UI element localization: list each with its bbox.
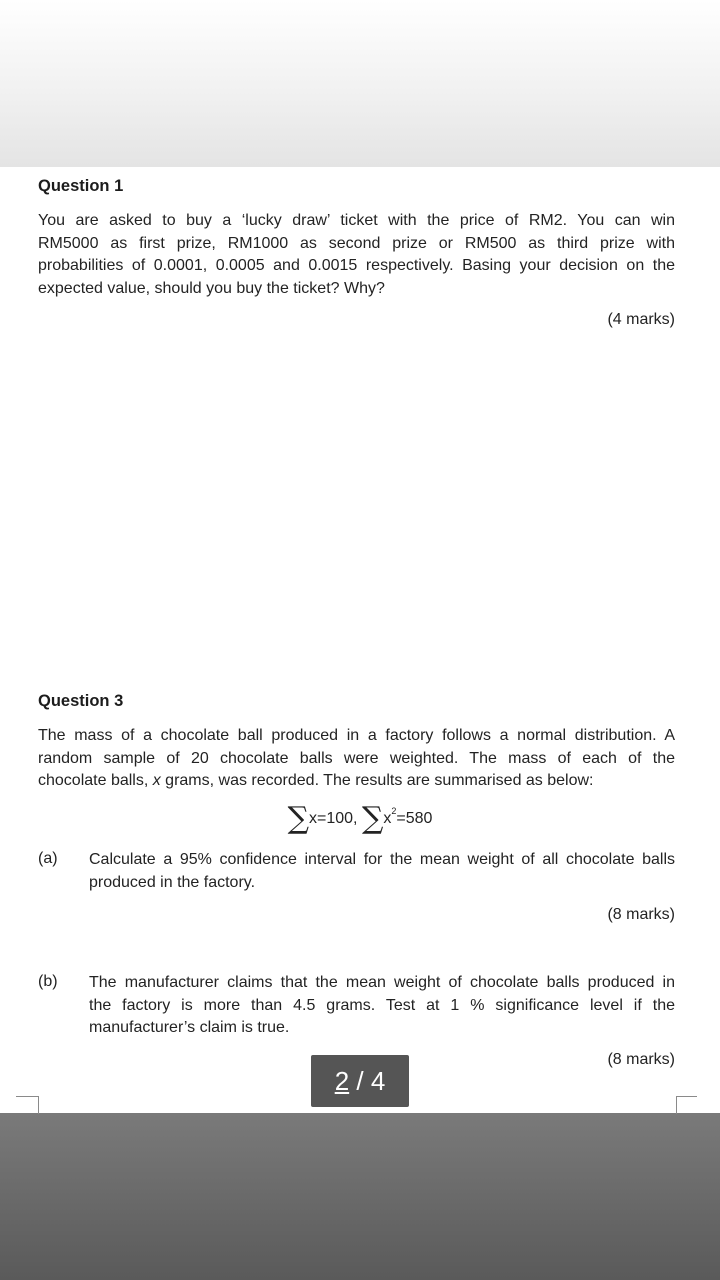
part-b-line: the factory is more than 4.5 grams. Test at 1 % significance level if the xyxy=(89,996,675,1014)
part-b-line: manufacturer’s claim is true. xyxy=(89,1019,290,1036)
question-1-line: You are asked to buy a ‘lucky draw’ ticket with the price of RM2. You can win xyxy=(38,212,675,229)
question-3-title: Question 3 xyxy=(38,692,124,710)
question-3-line: random sample of 20 chocolate balls were weighted. The mass of each of the xyxy=(38,749,675,767)
bottom-viewer-margin xyxy=(0,1113,720,1280)
part-b-marks: (8 marks) xyxy=(607,1051,675,1068)
part-a-label: (a) xyxy=(38,850,58,867)
part-a-marks: (8 marks) xyxy=(607,906,675,923)
question-3-line3-post: grams, was recorded. The results are summarised as below: xyxy=(160,772,594,789)
question-1-line: probabilities of 0.0001, 0.0005 and 0.0015 respectively. Basing your decision on the xyxy=(38,257,675,274)
part-a-line: Calculate a 95% confidence interval for the mean weight of all chocolate balls xyxy=(89,851,675,868)
sum-x2-exponent: 2 xyxy=(391,806,397,816)
question-1-title: Question 1 xyxy=(38,177,124,195)
page-corner-mark-left xyxy=(16,1096,39,1114)
question-3-line3-pre: chocolate balls, xyxy=(38,772,153,789)
sum-x2-base: x xyxy=(383,810,392,827)
question-3-text xyxy=(38,725,675,793)
current-page: 2 xyxy=(334,1066,350,1096)
top-viewer-margin xyxy=(0,0,720,167)
variable-x: x xyxy=(152,772,161,789)
page-separator: / xyxy=(349,1066,371,1096)
sum-x2-value: =580 xyxy=(396,810,433,827)
sigma-symbol: ∑ xyxy=(287,801,309,836)
part-b-label: (b) xyxy=(38,973,58,990)
sum-x-value: x=100, xyxy=(309,810,358,827)
summary-formula xyxy=(0,801,720,836)
question-1-line: RM5000 as first prize, RM1000 as second prize or RM500 as third prize with xyxy=(38,234,675,252)
sigma-symbol: ∑ xyxy=(361,801,384,836)
question-3-line xyxy=(38,770,675,793)
part-b-line: The manufacturer claims that the mean weight of chocolate balls produced in xyxy=(89,974,675,991)
question-1-text xyxy=(38,210,675,300)
page-indicator[interactable] xyxy=(311,1055,409,1107)
page-corner-mark-right xyxy=(676,1096,697,1114)
question-1-line: expected value, should you buy the ticket? Why? xyxy=(38,279,385,297)
total-pages: 4 xyxy=(370,1066,386,1096)
part-b-text xyxy=(89,972,675,1040)
part-a-text xyxy=(89,849,675,894)
question-1-marks: (4 marks) xyxy=(607,311,675,328)
part-a-line: produced in the factory. xyxy=(89,873,256,891)
question-3-line: The mass of a chocolate ball produced in a factory follows a normal distribution. A xyxy=(38,727,675,744)
